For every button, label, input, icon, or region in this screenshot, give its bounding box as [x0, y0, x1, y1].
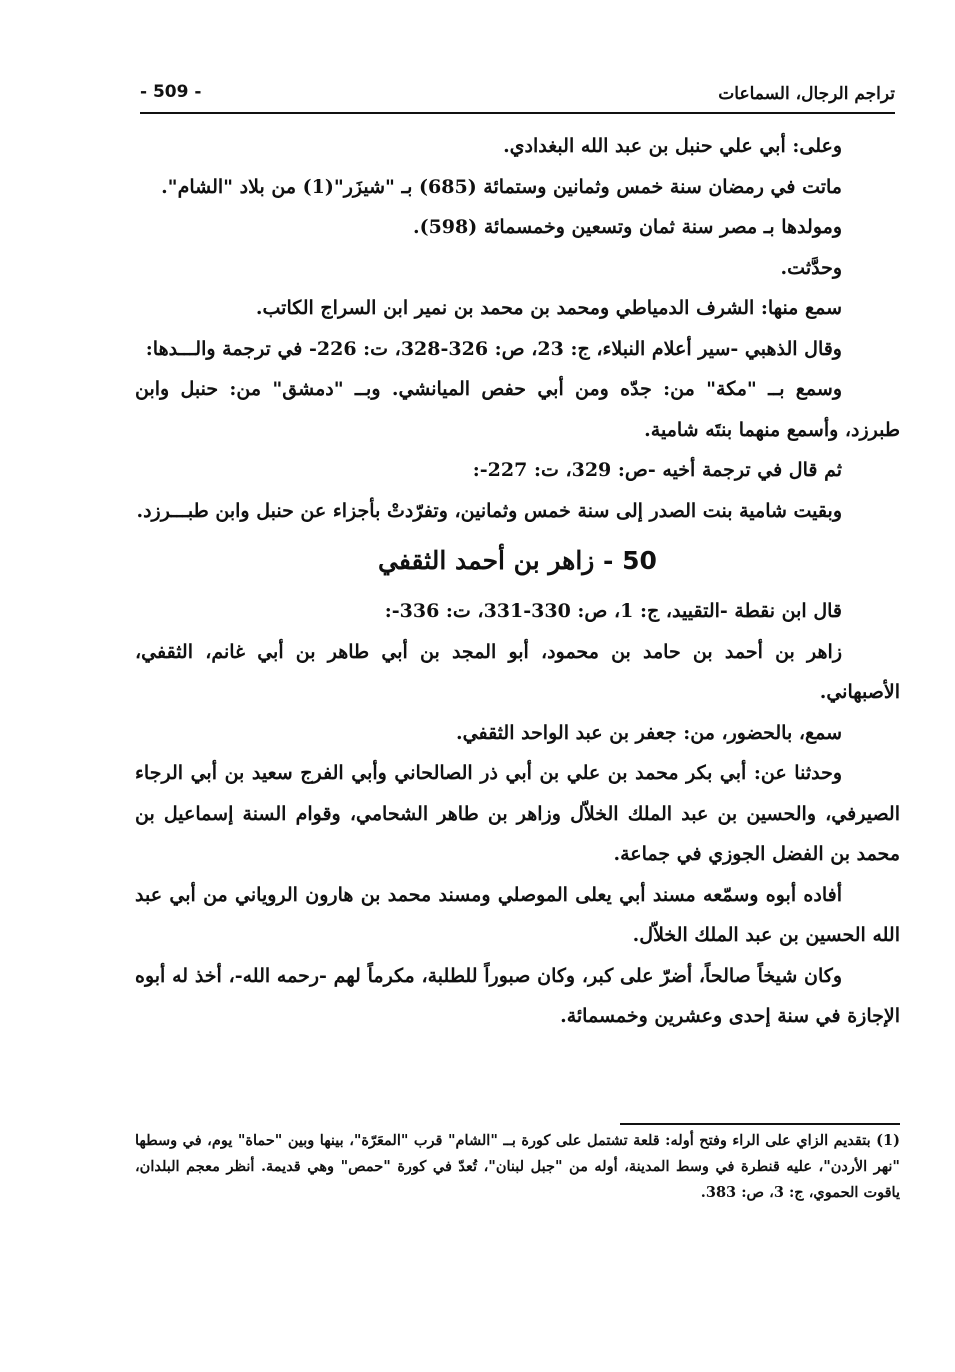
paragraph: أفاده أبوه وسمّعه مسند أبي يعلى الموصلي ومسند محمد بن هارون الروياني من أبي عبد الله الحسين بن عبد الملك الخلاّل.: [135, 883, 900, 946]
page-header: [140, 74, 895, 114]
paragraph: وعلى: أبي علي حنبل بن عبد الله البغدادي.: [503, 135, 842, 157]
footnote: [135, 1128, 900, 1206]
paragraph: وحدَّثت.: [780, 256, 842, 279]
main-text: [135, 126, 900, 1037]
page-number: - 509 -: [140, 82, 202, 102]
entry-heading: [135, 537, 900, 585]
paragraph: ثم قال في ترجمة أخيه -ص: 329، ت: 227-:: [472, 459, 842, 481]
paragraph: زاهر بن أحمد بن حامد بن محمود، أبو المجد بن أبي طاهر بن أبي غانم، الثقفي، الأصبهاني.: [135, 640, 900, 703]
running-title: تراجم الرجال، السماعات: [718, 84, 895, 104]
footnote-rule: [620, 1123, 900, 1125]
paragraph: وكان شيخاً صالحاً، أضرّ على كبر، وكان صبوراً للطلبة، مكرماً لهم -رحمه الله-، أخذ له أبوه الإجازة في سنة إحدى وعشرين وخمسمائة.: [135, 964, 900, 1027]
paragraph: سمع منها: الشرف الدمياطي ومحمد بن محمد بن نمير ابن السراج الكاتب.: [255, 297, 842, 319]
paragraph: ومولدها بـ مصر سنة ثمان وتسعين وخمسمائة (598).: [412, 216, 842, 238]
paragraph: سمع، بالحضور، من: جعفر بن عبد الواحد الثقفي.: [456, 721, 842, 744]
entry-title: - زاهر بن أحمد الثقفي: [378, 546, 614, 575]
paragraph: وحدثنا عن: أبي بكر محمد بن علي بن أبي ذر الصالحاني وأبي الفرج سعيد بن أبي الرجاء الصيرفي، والحسين بن عبد الملك الخلاّل وزاهر بن طاهر الشحامي، وقوام السنة إسماعيل بن محمد بن الفضل الجوزي في جماعة.: [135, 762, 900, 865]
paragraph: وقال الذهبي -سير أعلام النبلاء، ج: 23، ص: 326-328، ت: 226- في ترجمة والـــدها:: [145, 337, 842, 360]
paragraph: ماتت في رمضان سنة خمس وثمانين وستمائة (685) بـ "شيزَر"(1) من بلاد "الشام".: [161, 175, 842, 198]
header-rule: [140, 112, 895, 114]
paragraph: وسمع بــ "مكة" من: جدّه ومن أبي حفص الميانشي. وبــ "دمشق" من: حنبل وابن طبرزد، وأسمع منهما بنتَه شامية.: [135, 378, 900, 441]
paragraph: وبقيت شامية بنت الصدر إلى سنة خمس وثمانين، وتفرّدتْ بأجزاء عن حنبل وابن طبـــرزد.: [136, 499, 842, 522]
paragraph: قال ابن نقطة -التقييد، ج: 1، ص: 330-331، ت: 336-:: [384, 600, 842, 622]
entry-number: 50: [622, 546, 657, 575]
footnote-text: (1) بتقديم الزاي على الراء وفتح أوله: قلعة تشتمل على كورة بــ "الشام" قرب "المعَرّة"، بينها وبين "حماة" يوم، في وسطها "نهر الأردن"، عليه قنطرة في وسط المدينة، أوله من "جبل لبنان"، تُعدّ في كورة "حمص" وهي قديمة. أنظر معجم البلدان، ياقوت الحموي، ج: 3، ص: 383.: [135, 1132, 900, 1201]
